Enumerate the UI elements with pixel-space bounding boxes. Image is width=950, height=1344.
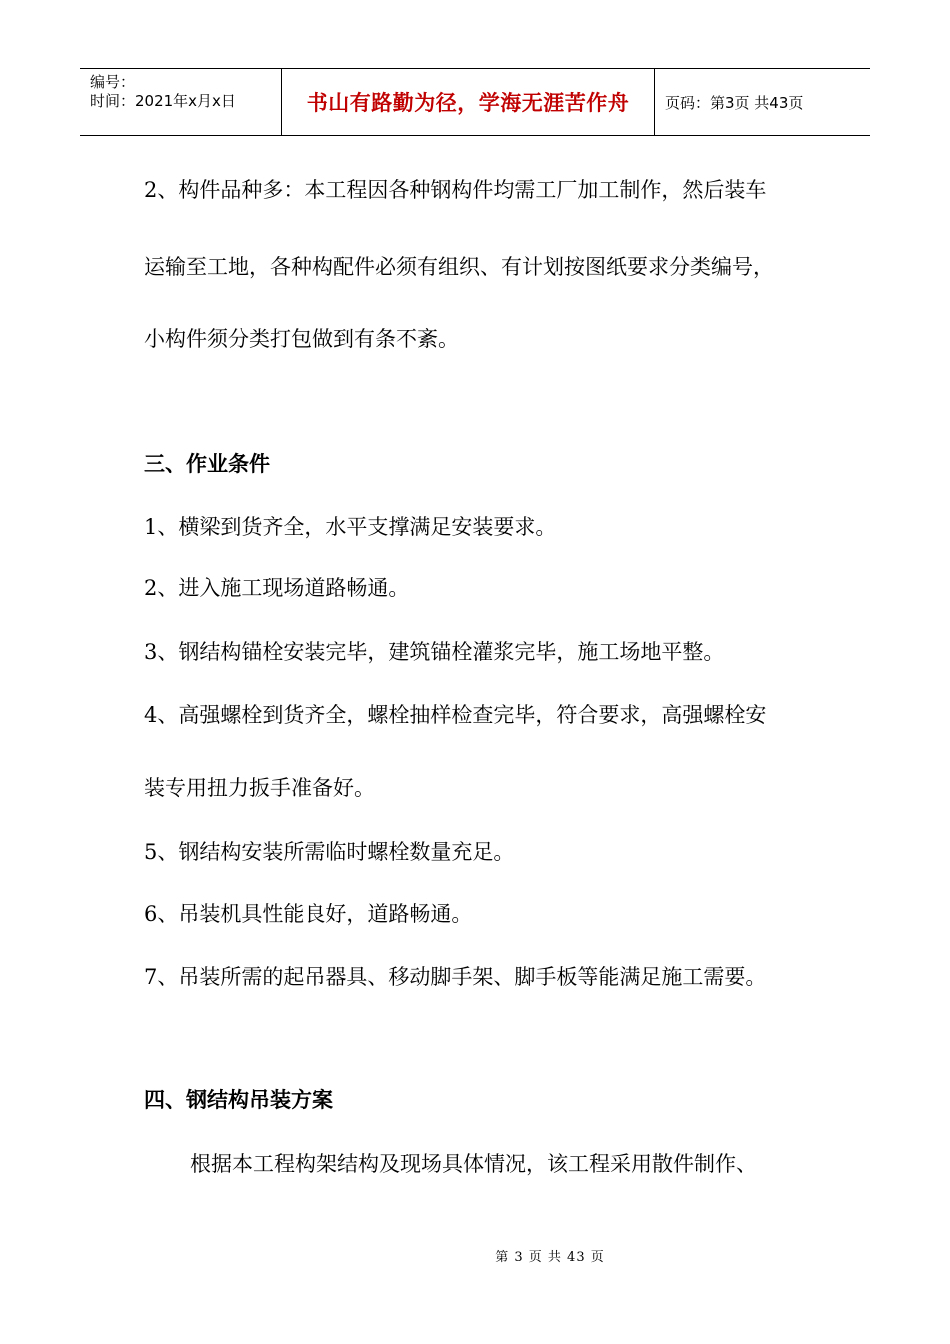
header-motto: 书山有路勤为径，学海无涯苦作舟 (306, 91, 630, 115)
body-paragraph-line: 根据本工程构架结构及现场具体情况，该工程采用散件制作、 (190, 1152, 757, 1176)
section-heading-work-conditions: 三、作业条件 (144, 452, 270, 476)
body-list-item: 7、吊装所需的起吊器具、移动脚手架、脚手板等能满足施工需要。 (144, 965, 767, 989)
header-page-cell (655, 69, 870, 135)
body-list-item: 6、吊装机具性能良好，道路畅通。 (144, 902, 473, 926)
header-motto-cell (282, 69, 655, 135)
document-time-label: 时间：2021年x月x日 (90, 92, 236, 110)
body-list-item: 5、钢结构安装所需临时螺栓数量充足。 (144, 840, 515, 864)
document-number-label: 编号： (90, 73, 136, 91)
body-list-item: 1、横梁到货齐全，水平支撑满足安装要求。 (144, 515, 557, 539)
body-paragraph-line: 2、构件品种多：本工程因各种钢构件均需工厂加工制作，然后装车 (144, 178, 767, 202)
body-paragraph-line: 运输至工地，各种构配件必须有组织、有计划按图纸要求分类编号， (144, 255, 774, 279)
body-list-item-continuation: 装专用扭力扳手准备好。 (144, 776, 375, 800)
header-meta-cell (80, 69, 282, 135)
body-list-item: 4、高强螺栓到货齐全，螺栓抽样检查完毕，符合要求，高强螺栓安 (144, 703, 767, 727)
header-page-info: 页码：第3页 共43页 (665, 93, 804, 112)
body-paragraph-line: 小构件须分类打包做到有条不紊。 (144, 327, 459, 351)
body-list-item: 3、钢结构锚栓安装完毕，建筑锚栓灌浆完毕，施工场地平整。 (144, 640, 725, 664)
document-header (80, 68, 870, 136)
page-footer: 第 3 页 共 43 页 (495, 1250, 605, 1265)
body-list-item: 2、进入施工现场道路畅通。 (144, 576, 410, 600)
section-heading-hoisting-plan: 四、钢结构吊装方案 (144, 1088, 333, 1112)
